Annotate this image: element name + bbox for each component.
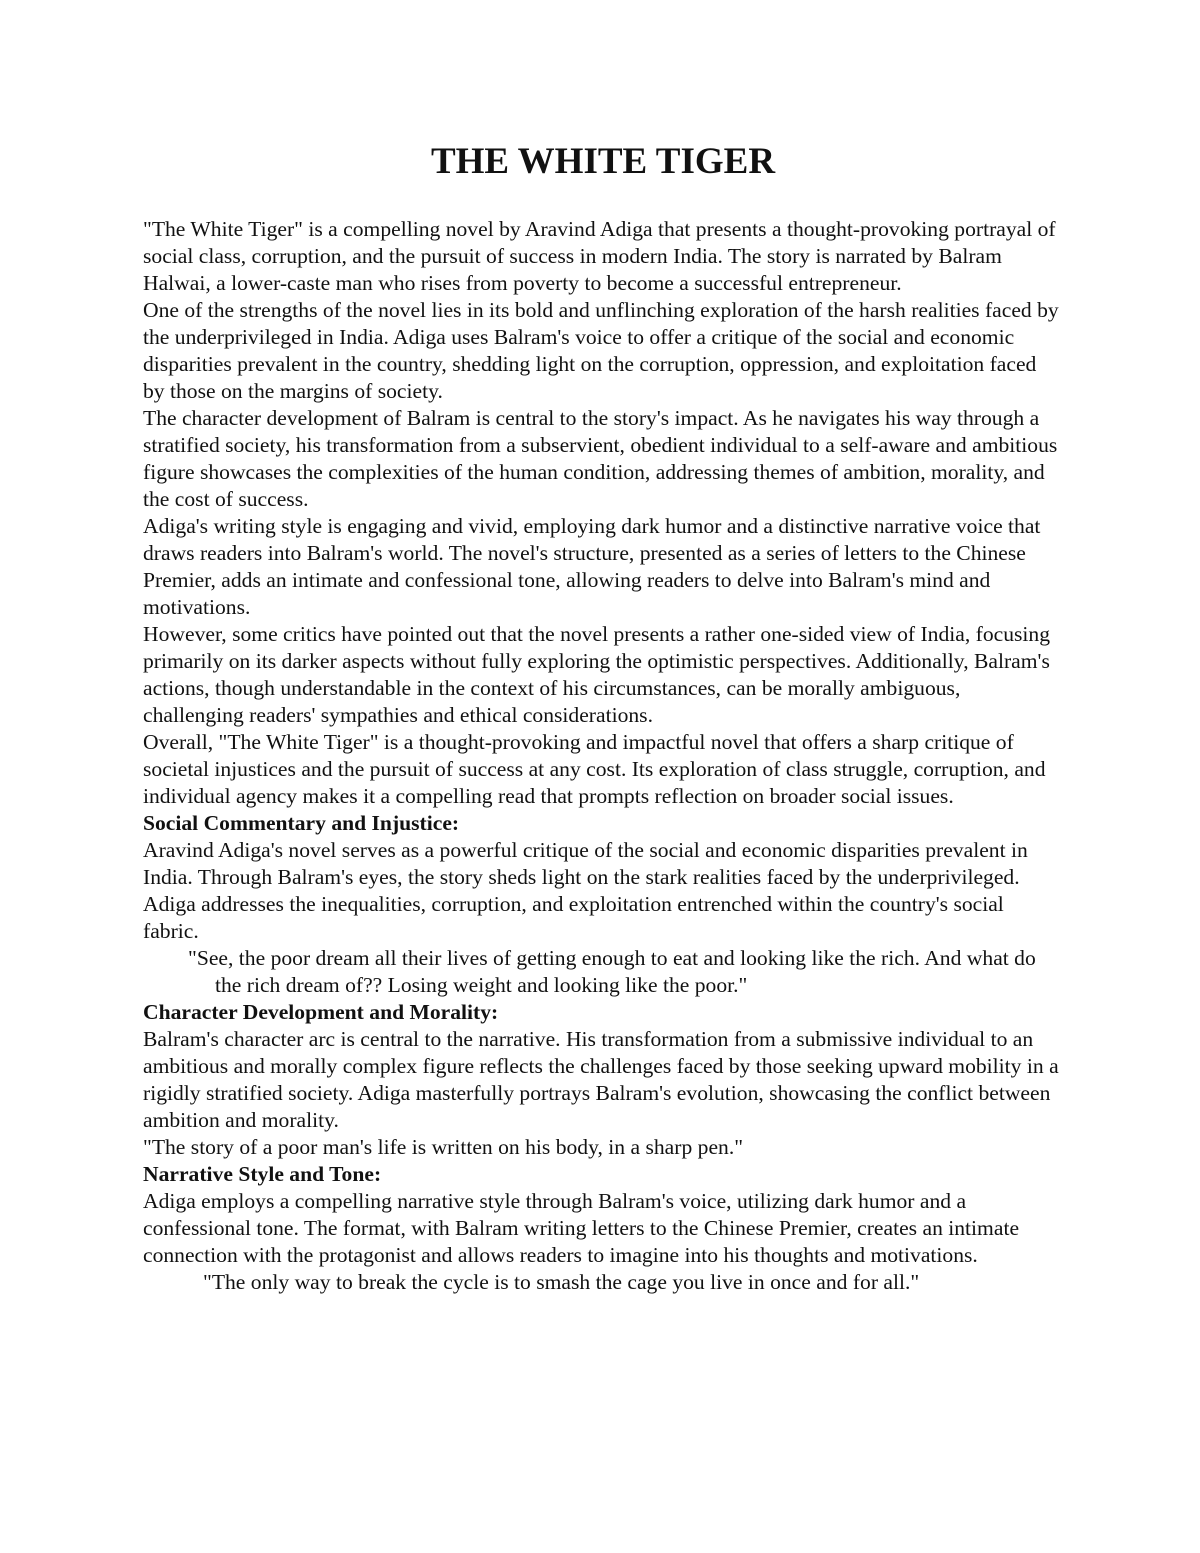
section-heading-character: Character Development and Morality: [143,1000,499,1024]
intro-paragraph-1: "The White Tiger" is a compelling novel by Aravind Adiga that presents a thought-provoking portrayal of social class, corruption, and the pursuit of success in modern India. The story is narrated by Balram Halwai, a lower-caste man who rises from poverty to become a successful entrepreneur. [143,217,1056,295]
quote-poor-dream-part1: "See, the poor dream all their lives of getting enough to eat and looking like the rich. And what do [188,946,1036,970]
section-paragraph-social: Aravind Adiga's novel serves as a powerful critique of the social and economic disparities prevalent in India. Through Balram's eyes, the story sheds light on the stark realities faced by the underprivileged. Adiga addresses the inequalities, corruption, and exploitation entrenched within the country's social fabric. [143,838,1028,943]
intro-paragraph-6: Overall, "The White Tiger" is a thought-provoking and impactful novel that offers a sharp critique of societal injustices and the pursuit of success at any cost. Its exploration of class struggle, corruption, and individual agency makes it a compelling read that prompts reflection on broader social issues. [143,730,1046,808]
intro-paragraph-4: Adiga's writing style is engaging and vivid, employing dark humor and a distinctive narrative voice that draws readers into Balram's world. The novel's structure, presented as a series of letters to the Chinese Premier, adds an intimate and confessional tone, allowing readers to delve into Balram's mind and motivations. [143,514,1041,619]
intro-paragraph-5: However, some critics have pointed out that the novel presents a rather one-sided view of India, focusing primarily on its darker aspects without fully exploring the optimistic perspectives. Additionally, Balram's actions, though understandable in the context of his circumstances, can be morally ambiguous, challenging readers' sympathies and ethical considerations. [143,622,1050,727]
document-page [143,140,1063,1296]
quote-poor-man-life: "The story of a poor man's life is written on his body, in a sharp pen." [143,1135,744,1159]
quote-break-cycle: "The only way to break the cycle is to smash the cage you live in once and for all." [203,1270,920,1294]
quote-poor-dream [143,945,1063,999]
section-paragraph-narrative: Adiga employs a compelling narrative style through Balram's voice, utilizing dark humor and a confessional tone. The format, with Balram writing letters to the Chinese Premier, creates an intimate connection with the protagonist and allows readers to imagine into his thoughts and motivations. [143,1189,1020,1267]
intro-paragraph-2: One of the strengths of the novel lies in its bold and unflinching exploration of the harsh realities faced by the underprivileged in India. Adiga uses Balram's voice to offer a critique of the social and economic disparities prevalent in the country, shedding light on the corruption, oppression, and exploitation faced by those on the margins of society. [143,298,1059,403]
intro-paragraph-3: The character development of Balram is central to the story's impact. As he navigates his way through a stratified society, his transformation from a subservient, obedient individual to a self-aware and ambitious figure showcases the complexities of the human condition, addressing themes of ambition, morality, and the cost of success. [143,406,1058,511]
section-heading-social: Social Commentary and Injustice: [143,811,460,835]
section-heading-narrative: Narrative Style and Tone: [143,1162,382,1186]
document-body [143,216,1063,1296]
section-paragraph-character: Balram's character arc is central to the narrative. His transformation from a submissive individual to an ambitious and morally complex figure reflects the challenges faced by those seeking upward mobility in a rigidly stratified society. Adiga masterfully portrays Balram's evolution, showcasing the conflict between ambition and morality. [143,1027,1059,1132]
quote-poor-dream-part2: the rich dream of?? Losing weight and looking like the poor." [215,973,748,997]
document-title: THE WHITE TIGER [430,141,776,182]
